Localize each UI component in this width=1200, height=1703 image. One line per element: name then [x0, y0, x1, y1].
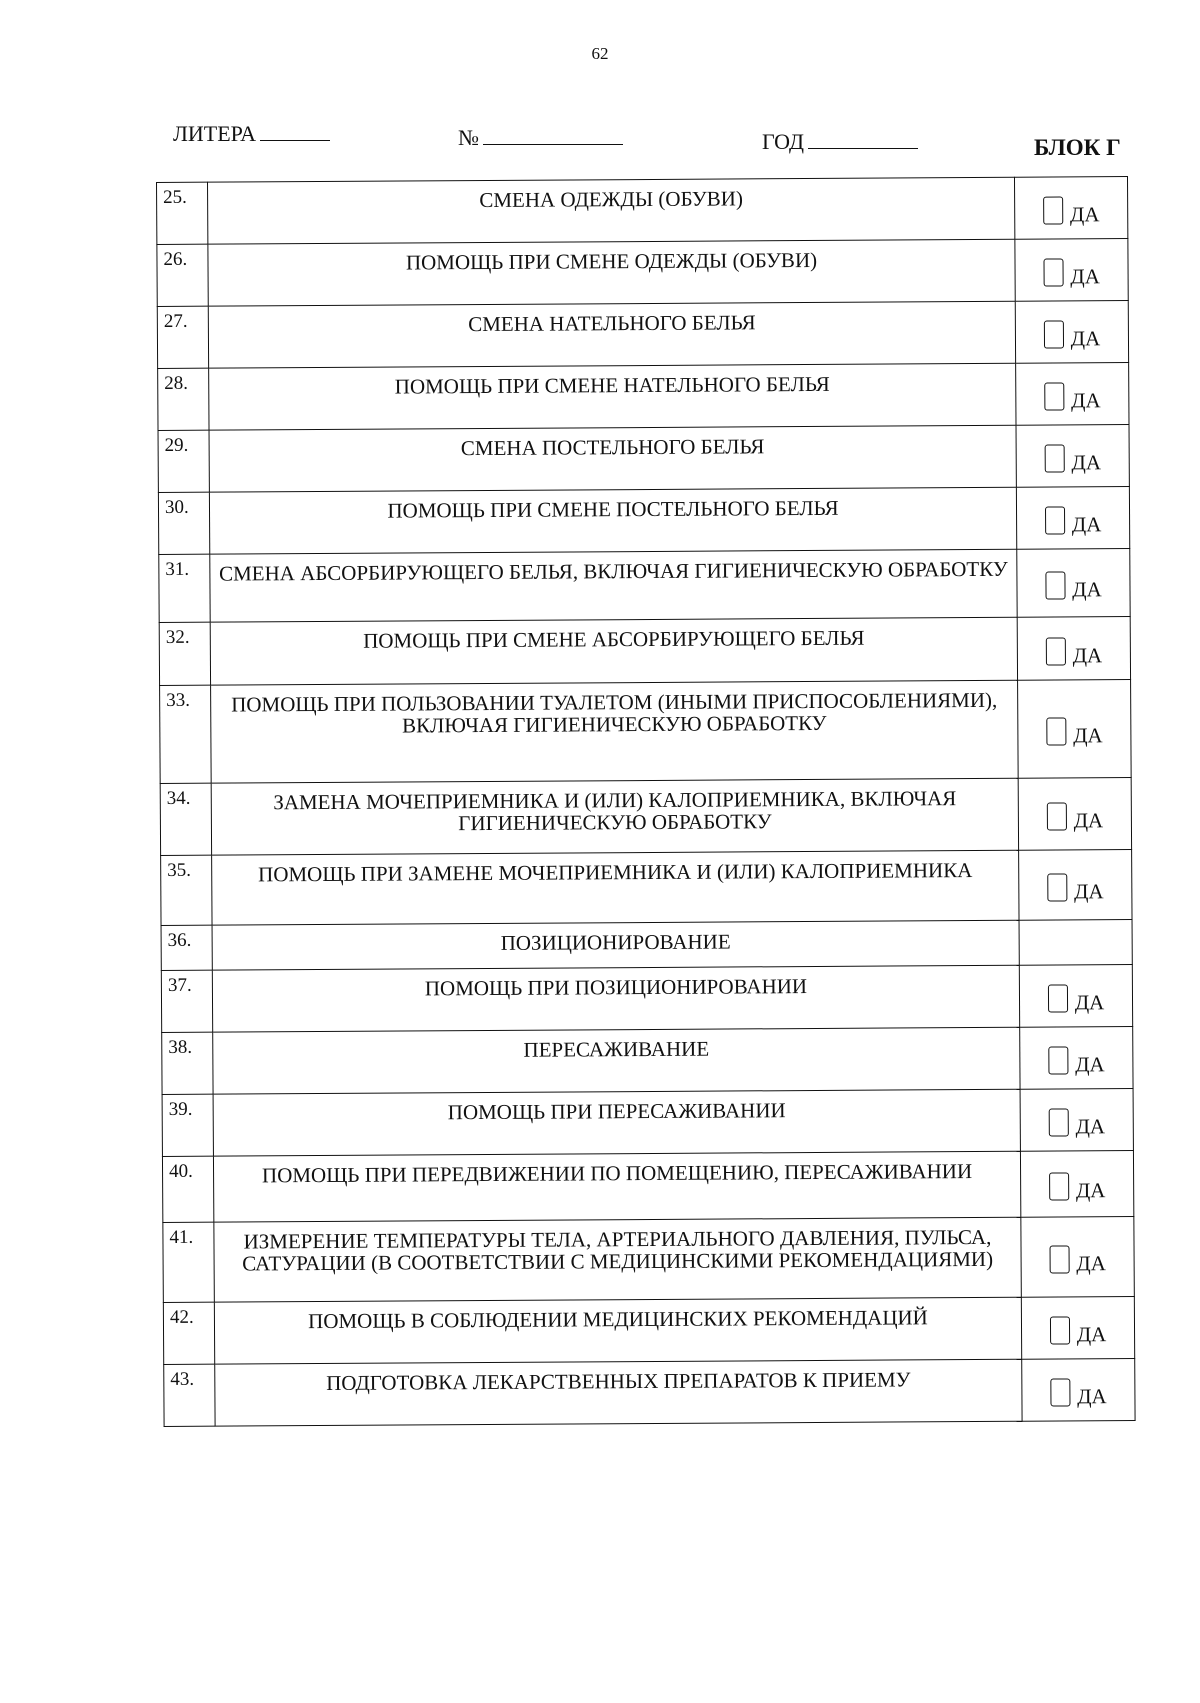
checkbox-label: ДА: [1075, 1114, 1106, 1139]
checkbox-icon[interactable]: [1050, 1378, 1070, 1406]
checkbox-icon[interactable]: [1046, 717, 1066, 745]
yes-option[interactable]: [1047, 873, 1104, 904]
checkbox-icon[interactable]: [1046, 637, 1066, 665]
checkbox-icon[interactable]: [1048, 1046, 1068, 1074]
table-row: [162, 1151, 1133, 1223]
row-check-cell: [1016, 363, 1129, 426]
form-table: [156, 176, 1136, 1427]
table-row: [162, 1089, 1133, 1157]
row-number: 29.: [158, 430, 209, 492]
row-number: 41.: [163, 1222, 214, 1302]
row-number: 32.: [159, 622, 210, 685]
row-number: 43.: [164, 1364, 215, 1426]
row-number: 31.: [159, 554, 210, 622]
row-text: ПОМОЩЬ ПРИ СМЕНЕ АБСОРБИРУЮЩЕГО БЕЛЬЯ: [210, 617, 1017, 685]
row-check-cell: [1020, 1151, 1133, 1218]
row-text: ПОМОЩЬ ПРИ СМЕНЕ ОДЕЖДЫ (ОБУВИ): [208, 239, 1015, 306]
yes-option[interactable]: [1048, 984, 1105, 1015]
checkbox-label: ДА: [1069, 202, 1100, 227]
checkbox-icon[interactable]: [1044, 382, 1064, 410]
table-row: [161, 965, 1132, 1033]
checkbox-icon[interactable]: [1045, 506, 1065, 534]
yes-option[interactable]: [1046, 637, 1103, 665]
row-number: 33.: [160, 685, 212, 783]
table-row: [160, 778, 1131, 856]
number-field: [458, 124, 623, 151]
table-row: [163, 1217, 1134, 1303]
checkbox-icon[interactable]: [1049, 1172, 1069, 1200]
number-label: №: [458, 125, 479, 150]
row-check-cell: [1016, 425, 1129, 488]
checkbox-icon[interactable]: [1048, 1108, 1068, 1136]
checkbox-label: ДА: [1074, 990, 1105, 1015]
row-text: ПОЗИЦИОНИРОВАНИЕ: [212, 920, 1019, 970]
row-text: ПОМОЩЬ ПРИ ПОЗИЦИОНИРОВАНИИ: [212, 965, 1019, 1032]
checkbox-icon[interactable]: [1043, 258, 1063, 286]
year-blank[interactable]: [808, 128, 918, 149]
row-check-cell: [1019, 850, 1132, 921]
checkbox-label: ДА: [1071, 450, 1102, 475]
yes-option[interactable]: [1050, 1316, 1107, 1347]
page-number: 62: [591, 44, 609, 63]
row-number: 37.: [161, 970, 212, 1032]
litera-blank[interactable]: [260, 120, 330, 141]
yes-option[interactable]: [1043, 196, 1100, 227]
table-row: [158, 425, 1129, 493]
checkbox-icon[interactable]: [1044, 320, 1064, 348]
checkbox-icon[interactable]: [1047, 802, 1067, 830]
checkbox-label: ДА: [1073, 723, 1103, 748]
row-check-cell: [1018, 680, 1132, 779]
table-row: [160, 680, 1132, 784]
yes-option[interactable]: [1044, 382, 1101, 413]
litera-label: ЛИТЕРА: [173, 121, 256, 146]
row-number: 36.: [161, 925, 212, 970]
row-text: ПОМОЩЬ ПРИ ПЕРЕСАЖИВАНИИ: [213, 1089, 1020, 1156]
row-number: 26.: [157, 244, 208, 306]
checkbox-icon[interactable]: [1050, 1316, 1070, 1344]
row-check-cell: [1022, 1359, 1135, 1422]
yes-option[interactable]: [1045, 506, 1102, 537]
row-number: 39.: [162, 1094, 213, 1156]
row-number: 40.: [162, 1156, 213, 1222]
table-row: [163, 1297, 1134, 1365]
checkbox-label: ДА: [1075, 1178, 1106, 1203]
row-text: ПОМОЩЬ ПРИ СМЕНЕ НАТЕЛЬНОГО БЕЛЬЯ: [209, 363, 1016, 430]
row-text: ПЕРЕСАЖИВАНИЕ: [213, 1027, 1020, 1094]
table-row: [162, 1027, 1133, 1095]
yes-option[interactable]: [1048, 1108, 1106, 1139]
table-row: [164, 1359, 1135, 1427]
row-check-cell: [1015, 301, 1128, 364]
yes-option[interactable]: [1048, 1046, 1105, 1077]
yes-option[interactable]: [1045, 571, 1102, 602]
row-check-cell: [1019, 920, 1132, 966]
row-text: ПОДГОТОВКА ЛЕКАРСТВЕННЫХ ПРЕПАРАТОВ К ПРИЕМУ: [215, 1359, 1022, 1426]
row-text: ПОМОЩЬ ПРИ ЗАМЕНЕ МОЧЕПРИЕМНИКА И (ИЛИ) КАЛОПРИЕМНИКА: [212, 850, 1019, 925]
row-check-cell: [1020, 1027, 1133, 1090]
row-text: СМЕНА ПОСТЕЛЬНОГО БЕЛЬЯ: [209, 425, 1016, 492]
table-row: [159, 549, 1130, 623]
number-blank[interactable]: [483, 124, 623, 145]
table-row: [161, 850, 1132, 926]
checkbox-label: ДА: [1072, 577, 1102, 602]
row-number: 30.: [158, 492, 209, 554]
yes-option[interactable]: [1049, 1245, 1106, 1276]
row-number: 27.: [157, 306, 208, 368]
yes-option[interactable]: [1046, 717, 1103, 748]
checkbox-icon[interactable]: [1049, 1245, 1069, 1273]
checkbox-label: ДА: [1071, 388, 1101, 413]
yes-option[interactable]: [1047, 802, 1104, 833]
checkbox-icon[interactable]: [1048, 984, 1068, 1012]
checkbox-label: ДА: [1073, 808, 1104, 833]
row-number: 28.: [158, 368, 209, 430]
row-check-cell: [1014, 177, 1127, 240]
row-check-cell: [1018, 778, 1131, 851]
year-field: [762, 128, 918, 155]
checkbox-icon[interactable]: [1047, 873, 1067, 901]
row-text: ПОМОЩЬ ПРИ ПЕРЕДВИЖЕНИИ ПО ПОМЕЩЕНИЮ, ПЕРЕСАЖИВАНИИ: [213, 1151, 1020, 1222]
row-check-cell: [1021, 1297, 1134, 1360]
table-row: [158, 363, 1129, 431]
row-check-cell: [1019, 965, 1132, 1028]
yes-option[interactable]: [1044, 444, 1102, 475]
row-text: ИЗМЕРЕНИЕ ТЕМПЕРАТУРЫ ТЕЛА, АРТЕРИАЛЬНОГО ДАВЛЕНИЯ, ПУЛЬСА, САТУРАЦИИ (В СООТВЕТСТВИИ С МЕДИЦИНСКИМИ РЕКОМЕНДАЦИЯМИ): [214, 1217, 1021, 1302]
row-check-cell: [1017, 549, 1130, 618]
row-number: 35.: [161, 855, 212, 925]
table-row: [157, 301, 1128, 369]
row-number: 25.: [157, 182, 208, 244]
checkbox-icon[interactable]: [1045, 571, 1065, 599]
row-check-cell: [1016, 487, 1129, 550]
checkbox-label: ДА: [1077, 1384, 1107, 1409]
row-number: 34.: [160, 783, 211, 855]
row-check-cell: [1021, 1217, 1134, 1298]
row-text: ПОМОЩЬ ПРИ ПОЛЬЗОВАНИИ ТУАЛЕТОМ (ИНЫМИ ПРИСПОСОБЛЕНИЯМИ), ВКЛЮЧАЯ ГИГИЕНИЧЕСКУЮ ОБРАБОТКУ: [211, 680, 1019, 783]
yes-option[interactable]: [1044, 320, 1101, 351]
yes-option[interactable]: [1043, 258, 1100, 289]
row-check-cell: [1015, 239, 1128, 302]
yes-option[interactable]: [1050, 1378, 1107, 1409]
block-label: БЛОК Г: [1034, 135, 1121, 160]
checkbox-icon[interactable]: [1043, 196, 1063, 224]
checkbox-label: ДА: [1071, 512, 1102, 537]
row-text: СМЕНА НАТЕЛЬНОГО БЕЛЬЯ: [208, 301, 1015, 368]
table-row: [158, 487, 1129, 555]
row-number: 42.: [163, 1302, 214, 1364]
row-check-cell: [1017, 617, 1130, 681]
row-text: СМЕНА АБСОРБИРУЮЩЕГО БЕЛЬЯ, ВКЛЮЧАЯ ГИГИЕНИЧЕСКУЮ ОБРАБОТКУ: [210, 549, 1017, 622]
yes-option[interactable]: [1049, 1172, 1106, 1203]
checkbox-label: ДА: [1076, 1251, 1106, 1276]
checkbox-label: ДА: [1075, 1052, 1105, 1077]
table-row: [157, 177, 1128, 245]
table-row: [157, 239, 1128, 307]
checkbox-label: ДА: [1074, 879, 1104, 904]
checkbox-icon[interactable]: [1044, 444, 1064, 472]
table-row: [159, 617, 1130, 686]
row-check-cell: [1020, 1089, 1133, 1152]
row-text: ЗАМЕНА МОЧЕПРИЕМНИКА И (ИЛИ) КАЛОПРИЕМНИКА, ВКЛЮЧАЯ ГИГИЕНИЧЕСКУЮ ОБРАБОТКУ: [211, 778, 1018, 855]
checkbox-label: ДА: [1076, 1322, 1107, 1347]
row-text: ПОМОЩЬ В СОБЛЮДЕНИИ МЕДИЦИНСКИХ РЕКОМЕНДАЦИЙ: [214, 1297, 1021, 1364]
form-body: [157, 177, 1136, 1427]
row-text: СМЕНА ОДЕЖДЫ (ОБУВИ): [208, 177, 1015, 244]
checkbox-label: ДА: [1070, 326, 1101, 351]
table-row: [161, 920, 1132, 971]
checkbox-label: ДА: [1072, 642, 1103, 667]
litera-field: [173, 120, 330, 147]
year-label: ГОД: [762, 129, 804, 154]
row-number: 38.: [162, 1032, 213, 1094]
checkbox-label: ДА: [1070, 264, 1100, 289]
row-text: ПОМОЩЬ ПРИ СМЕНЕ ПОСТЕЛЬНОГО БЕЛЬЯ: [209, 487, 1016, 554]
